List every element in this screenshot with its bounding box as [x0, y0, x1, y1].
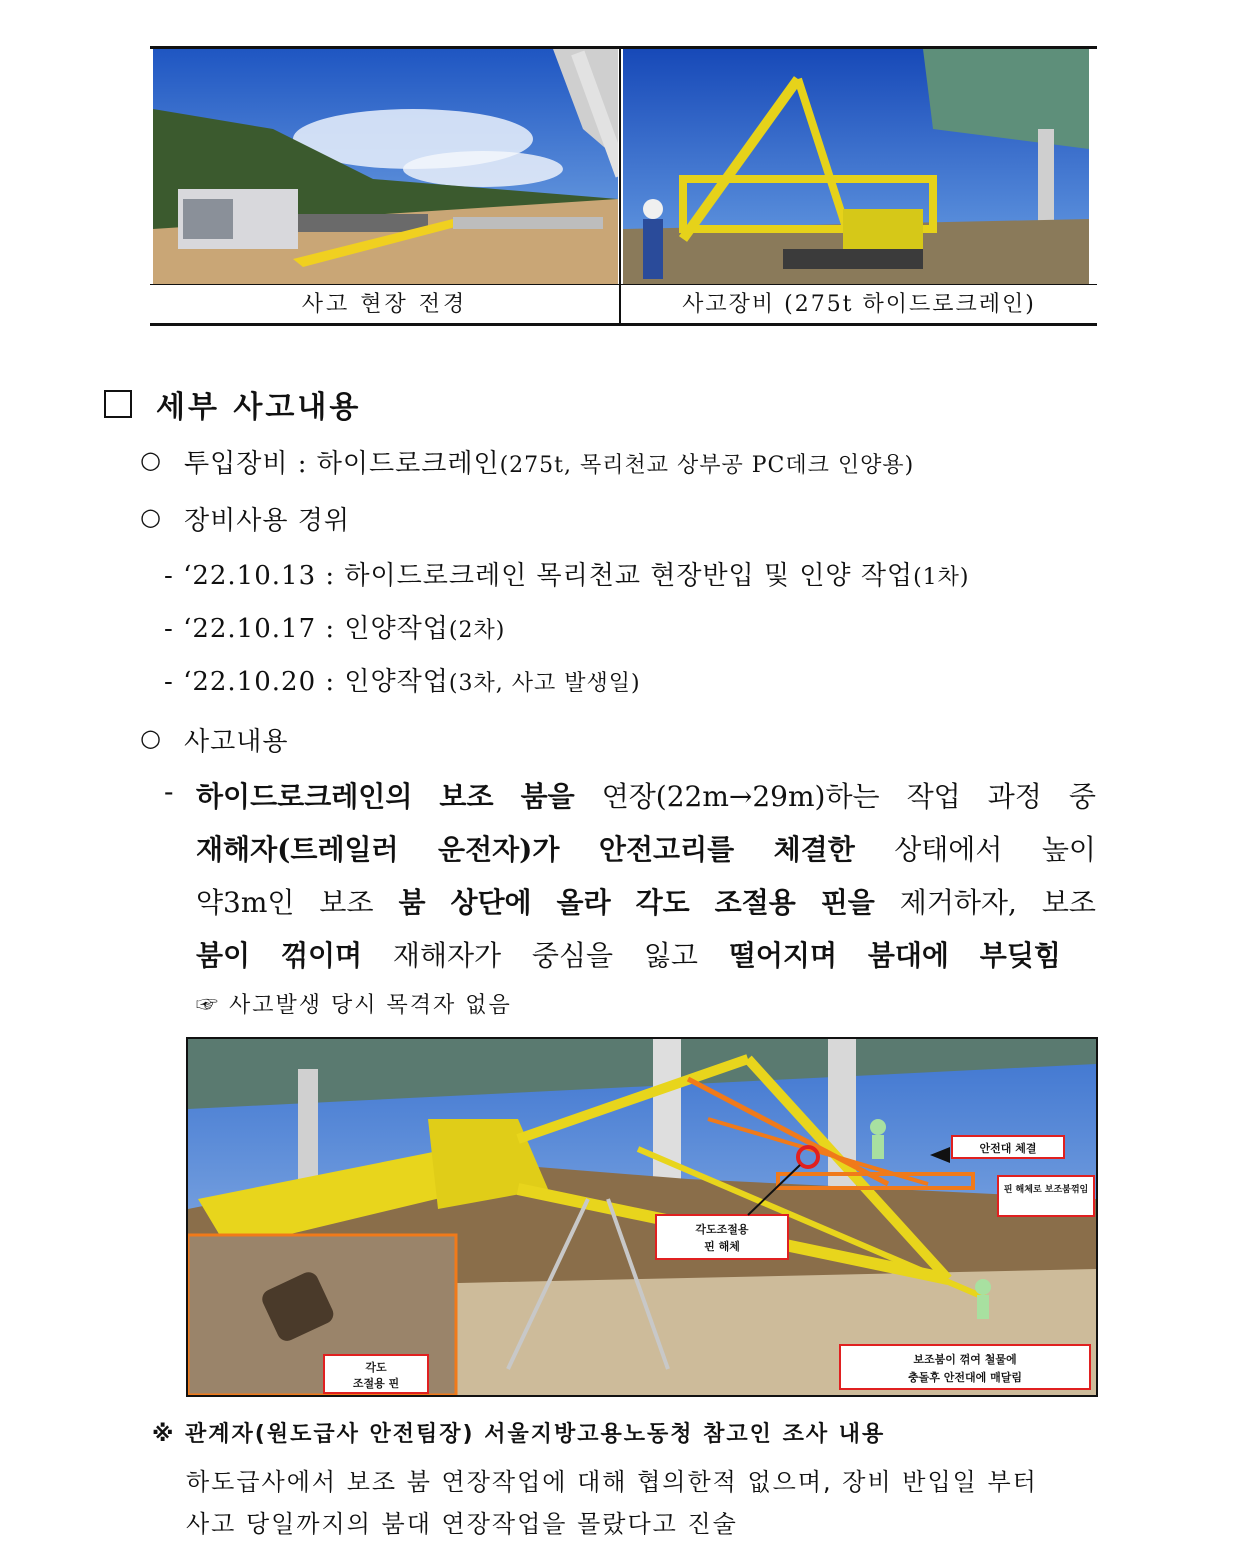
circle-bullet-icon: ○	[140, 503, 161, 531]
history-note: (3차, 사고 발생일)	[448, 671, 641, 696]
history-item: - ‘22.10.13 : 하이드로크레인 목리천교 현장반입 및 인양 작업(1차)	[164, 561, 970, 591]
history-date: ‘22.10.17 :	[183, 614, 336, 644]
checkbox-square-icon	[104, 390, 132, 418]
accident-line: 붐이 꺾이며 재해자가 중심을 잃고 떨어지며 붐대에 부딪힘	[196, 939, 1061, 972]
history-label: 장비사용 경위	[184, 506, 350, 536]
history-note: (2차)	[448, 618, 506, 643]
annotation-pin-inset-1: 각도	[365, 1361, 387, 1374]
accident-label: 사고내용	[184, 727, 289, 757]
history-text: 인양작업	[344, 667, 449, 697]
caption-rule	[150, 284, 1097, 285]
circle-bullet-icon: ○	[140, 446, 161, 474]
accident-line: 하이드로크레인의 보조 붐을 연장(22m→29m)하는 작업 과정 중	[196, 780, 1096, 813]
history-note: (1차)	[913, 565, 970, 590]
history-item: - ‘22.10.20 : 인양작업(3차, 사고 발생일)	[164, 667, 641, 697]
equipment-label: 투입장비 : 하이드로크레인	[184, 449, 500, 479]
history-date: ‘22.10.13 :	[183, 561, 336, 591]
reference-line: 사고 당일까지의 붐대 연장작업을 몰랐다고 진술	[186, 1510, 738, 1538]
equipment-detail: (275t, 목리천교 상부공 PC데크 인양용)	[499, 453, 915, 478]
accident-line: 약3m인 보조 붐 상단에 올라 각도 조절용 핀을 제거하자, 보조	[196, 886, 1096, 919]
section-heading	[104, 382, 361, 426]
history-date: ‘22.10.20 :	[183, 667, 336, 697]
witness-note: ☞ 사고발생 당시 목격자 없음	[196, 993, 512, 1018]
equipment-line	[184, 443, 914, 480]
table-bottom-rule	[150, 323, 1097, 326]
annotation-pin-removed: 핀 해체로 보조붐꺾임	[1003, 1185, 1089, 1195]
reference-title: ※ 관계자(원도급사 안전팀장) 서울지방고용노동청 참고인 조사 내용	[152, 1422, 886, 1447]
right-photo-caption: 사고장비 (275t 하이드로크레인)	[682, 292, 1036, 317]
annotation-pin-inset-2: 조절용 핀	[352, 1377, 400, 1390]
accident-site-photo	[153, 49, 618, 284]
crane-equipment-photo	[623, 49, 1089, 284]
accident-annotated-photo	[186, 1037, 1098, 1397]
annotation-hanging-1: 보조붐이 꺾여 철물에	[913, 1353, 1017, 1366]
history-text: 인양작업	[344, 614, 449, 644]
history-item: - ‘22.10.17 : 인양작업(2차)	[164, 614, 506, 644]
section-title: 세부 사고내용	[156, 390, 362, 425]
accident-line: 재해자(트레일러 운전자)가 안전고리를 체결한 상태에서 높이	[196, 833, 1096, 866]
reference-line: 하도급사에서 보조 붐 연장작업에 대해 협의한적 없으며, 장비 반입일 부터	[186, 1468, 1038, 1496]
history-text: 하이드로크레인 목리천교 현장반입 및 인양 작업	[344, 561, 914, 591]
photo-table	[150, 46, 1097, 326]
left-photo-caption: 사고 현장 전경	[301, 292, 468, 317]
annotation-angle-pin-1: 각도조절용	[695, 1223, 749, 1236]
annotation-angle-pin-2: 핀 해체	[704, 1240, 740, 1253]
annotation-hanging-2: 충돌후 안전대에 매달림	[908, 1371, 1022, 1384]
annotation-harness: 안전대 체결	[979, 1142, 1037, 1155]
dash-bullet: -	[164, 775, 175, 808]
circle-bullet-icon: ○	[140, 724, 161, 752]
